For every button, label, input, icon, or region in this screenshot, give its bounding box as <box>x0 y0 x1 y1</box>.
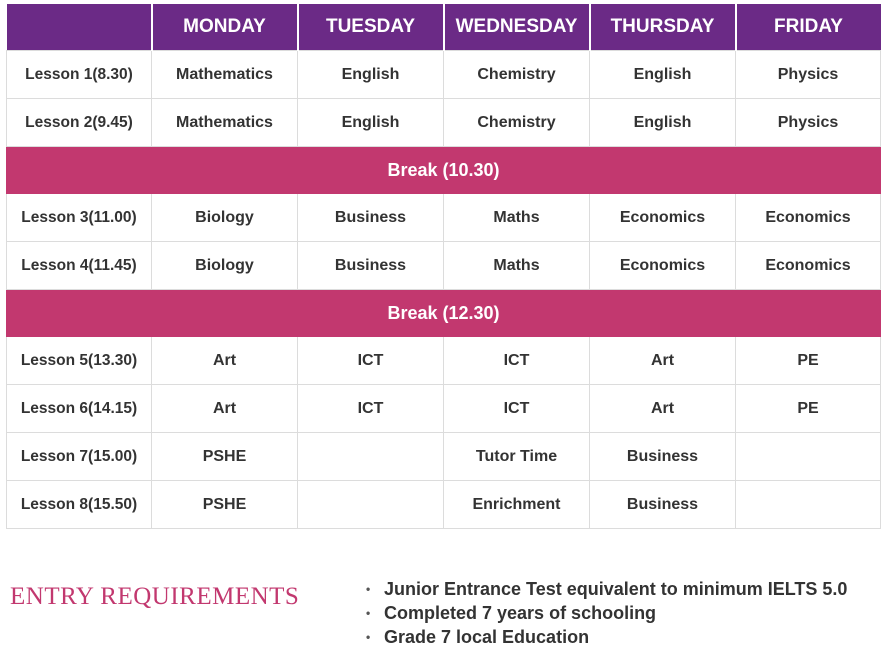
break-row <box>7 290 881 337</box>
subject-cell: Mathematics <box>152 51 298 99</box>
day-header-friday: FRIDAY <box>736 4 881 51</box>
lesson-row <box>7 99 881 147</box>
requirement-item <box>366 577 847 601</box>
day-header-monday: MONDAY <box>152 4 298 51</box>
subject-cell: ICT <box>444 385 590 433</box>
lesson-row <box>7 194 881 242</box>
lesson-label: Lesson 5(13.30) <box>7 337 152 385</box>
lesson-label: Lesson 8(15.50) <box>7 481 152 529</box>
lesson-label: Lesson 1(8.30) <box>7 51 152 99</box>
subject-cell: Economics <box>590 242 736 290</box>
subject-cell: English <box>298 99 444 147</box>
requirement-item <box>366 625 847 649</box>
subject-cell: Biology <box>152 242 298 290</box>
break-label: Break (12.30) <box>7 290 881 337</box>
subject-cell: PE <box>736 385 881 433</box>
subject-cell: Business <box>298 242 444 290</box>
subject-cell: Economics <box>736 242 881 290</box>
day-header-wednesday: WEDNESDAY <box>444 4 590 51</box>
subject-cell: Art <box>590 385 736 433</box>
subject-cell: Maths <box>444 242 590 290</box>
day-header-thursday: THURSDAY <box>590 4 736 51</box>
break-label: Break (10.30) <box>7 147 881 194</box>
lesson-label: Lesson 6(14.15) <box>7 385 152 433</box>
subject-cell: PE <box>736 337 881 385</box>
timetable-header-row <box>7 4 881 51</box>
subject-cell: Art <box>590 337 736 385</box>
subject-cell: Maths <box>444 194 590 242</box>
day-header-tuesday: TUESDAY <box>298 4 444 51</box>
bullet-icon: • <box>366 630 371 644</box>
subject-cell: Business <box>590 481 736 529</box>
lesson-row <box>7 51 881 99</box>
subject-cell: Biology <box>152 194 298 242</box>
bullet-icon: • <box>366 582 371 596</box>
header-corner-cell <box>7 4 152 51</box>
subject-cell: Economics <box>590 194 736 242</box>
subject-cell: Tutor Time <box>444 433 590 481</box>
subject-cell: Enrichment <box>444 481 590 529</box>
subject-cell: English <box>590 99 736 147</box>
subject-cell: English <box>298 51 444 99</box>
subject-cell: Chemistry <box>444 99 590 147</box>
requirement-text: Junior Entrance Test equivalent to minimum IELTS 5.0 <box>384 579 848 599</box>
subject-cell <box>736 433 881 481</box>
lesson-label: Lesson 4(11.45) <box>7 242 152 290</box>
lesson-row <box>7 481 881 529</box>
lesson-label: Lesson 7(15.00) <box>7 433 152 481</box>
timetable-body <box>7 51 881 529</box>
requirement-text: Completed 7 years of schooling <box>384 603 657 623</box>
subject-cell: Business <box>590 433 736 481</box>
subject-cell: PSHE <box>152 481 298 529</box>
requirement-text: Grade 7 local Education <box>384 627 590 647</box>
entry-requirements-title: ENTRY REQUIREMENTS <box>10 583 300 610</box>
lesson-row <box>7 337 881 385</box>
subject-cell: Mathematics <box>152 99 298 147</box>
lesson-row <box>7 242 881 290</box>
lesson-label: Lesson 3(11.00) <box>7 194 152 242</box>
subject-cell: Art <box>152 385 298 433</box>
timetable <box>6 4 881 529</box>
subject-cell: ICT <box>444 337 590 385</box>
subject-cell: ICT <box>298 385 444 433</box>
subject-cell: Physics <box>736 51 881 99</box>
subject-cell <box>298 433 444 481</box>
entry-requirements-list <box>366 577 847 649</box>
requirement-item <box>366 601 847 625</box>
lesson-row <box>7 433 881 481</box>
subject-cell: ICT <box>298 337 444 385</box>
bullet-icon: • <box>366 606 371 620</box>
lesson-label: Lesson 2(9.45) <box>7 99 152 147</box>
subject-cell: Economics <box>736 194 881 242</box>
lesson-row <box>7 385 881 433</box>
subject-cell: PSHE <box>152 433 298 481</box>
subject-cell: Physics <box>736 99 881 147</box>
subject-cell: Chemistry <box>444 51 590 99</box>
subject-cell: English <box>590 51 736 99</box>
subject-cell: Art <box>152 337 298 385</box>
subject-cell <box>298 481 444 529</box>
break-row <box>7 147 881 194</box>
subject-cell <box>736 481 881 529</box>
subject-cell: Business <box>298 194 444 242</box>
